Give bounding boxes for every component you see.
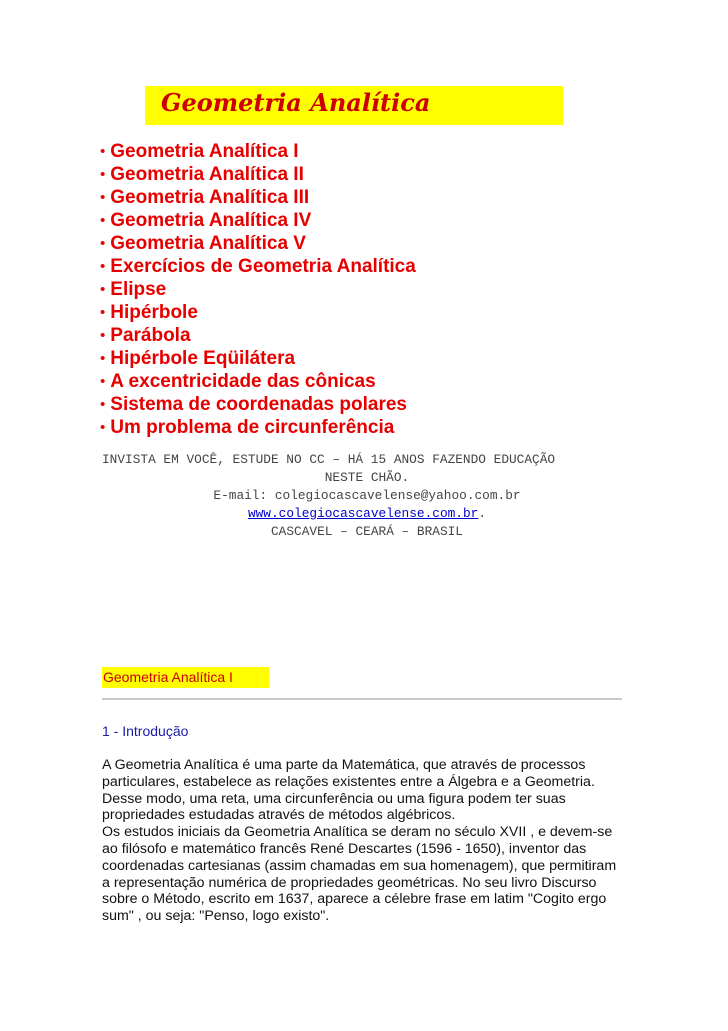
section-subhead: 1 - Introdução <box>102 723 189 739</box>
toc-item-label: Hipérbole Eqüilátera <box>110 348 296 369</box>
bullet-icon: • <box>100 189 106 206</box>
toc-item-circunferencia[interactable] <box>100 417 416 440</box>
toc-item-label: Sistema de coordenadas polares <box>110 394 407 415</box>
toc-item-geometria-3[interactable] <box>100 187 416 210</box>
page-title: Geometria Analítica <box>161 88 431 117</box>
paragraph-intro: A Geometria Analítica é uma parte da Matemática, que através de processos particulares, estabelece as relações existentes entre a Álgebra e a Geometria. Desse modo, uma reta, uma circunferência ou uma figura podem ter suas propriedades estudadas através de métodos algébricos. <box>102 757 595 824</box>
website-line <box>102 505 632 523</box>
paragraph-history: Os estudos iniciais da Geometria Analítica se deram no século XVII , e devem-se ao filósofo e matemático francês René Descartes (1596 - 1650), inventor das coordenadas cartesianas (assim chamadas em sua homenagem), que permitiram a representação numérica de propriedades geométricas. No seu livro Discurso sobre o Método, escrito em 1637, aparece a célebre frase em latim "Cogito ergo sum" , ou seja: "Penso, logo existo". <box>102 824 617 925</box>
bullet-icon: • <box>100 258 106 275</box>
bullet-icon: • <box>100 281 106 298</box>
toc-item-label: Geometria Analítica IV <box>110 210 312 231</box>
toc-item-label: Geometria Analítica V <box>110 233 306 254</box>
toc-item-exercicios[interactable] <box>100 256 416 279</box>
bullet-icon: • <box>100 419 106 436</box>
toc-item-hiperbole[interactable] <box>100 302 416 325</box>
toc-item-label: A excentricidade das cônicas <box>110 371 376 392</box>
bullet-icon: • <box>100 143 106 160</box>
toc-item-geometria-5[interactable] <box>100 233 416 256</box>
toc-item-label: Hipérbole <box>110 302 198 323</box>
bullet-icon: • <box>100 166 106 183</box>
section-body <box>102 757 622 925</box>
toc-item-label: Geometria Analítica III <box>110 187 310 208</box>
promo-slogan-continued: NESTE CHÃO. <box>324 470 410 485</box>
toc-item-geometria-1[interactable] <box>100 141 416 164</box>
toc-item-coordenadas-polares[interactable] <box>100 394 416 417</box>
promo-block <box>102 451 632 541</box>
toc-item-excentricidade[interactable] <box>100 371 416 394</box>
bullet-icon: • <box>100 235 106 252</box>
location-line: CASCAVEL – CEARÁ – BRASIL <box>271 524 463 539</box>
toc-item-label: Um problema de circunferência <box>110 417 395 438</box>
toc-item-label: Elipse <box>110 279 167 300</box>
bullet-icon: • <box>100 327 106 344</box>
divider <box>102 698 622 700</box>
bullet-icon: • <box>100 212 106 229</box>
toc-item-label: Geometria Analítica II <box>110 164 304 185</box>
title-banner <box>145 86 563 125</box>
toc-item-elipse[interactable] <box>100 279 416 302</box>
bullet-icon: • <box>100 373 106 390</box>
website-suffix: . <box>478 506 487 521</box>
website-link[interactable]: www.colegiocascavelense.com.br <box>247 506 479 521</box>
toc-item-label: Parábola <box>110 325 191 346</box>
toc-item-geometria-2[interactable] <box>100 164 416 187</box>
promo-slogan: INVISTA EM VOCÊ, ESTUDE NO CC – HÁ 15 ANOS FAZENDO EDUCAÇÃO <box>102 452 556 467</box>
toc-item-geometria-4[interactable] <box>100 210 416 233</box>
section-header: Geometria Analítica I <box>102 667 269 688</box>
bullet-icon: • <box>100 396 106 413</box>
toc-item-hiperbole-equilatera[interactable] <box>100 348 416 371</box>
toc-item-parabola[interactable] <box>100 325 416 348</box>
bullet-icon: • <box>100 304 106 321</box>
table-of-contents <box>100 141 416 440</box>
contact-email: E-mail: colegiocascavelense@yahoo.com.br <box>213 488 521 503</box>
toc-item-label: Exercícios de Geometria Analítica <box>110 256 416 277</box>
bullet-icon: • <box>100 350 106 367</box>
toc-item-label: Geometria Analítica I <box>110 141 299 162</box>
